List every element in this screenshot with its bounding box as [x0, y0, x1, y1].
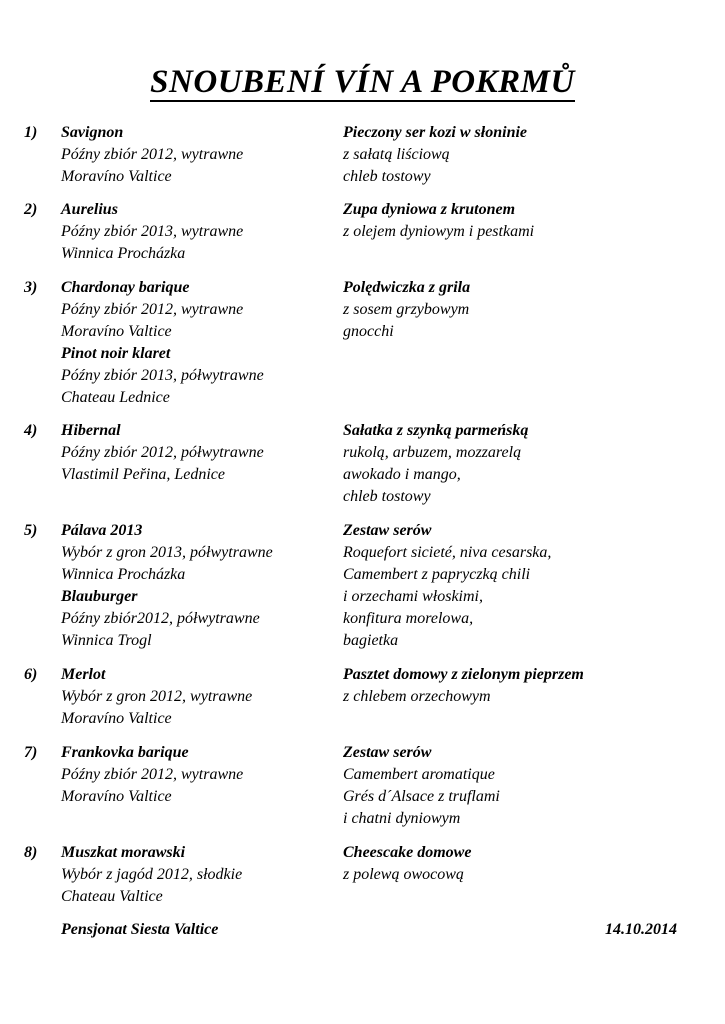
footer-date: 14.10.2014 [605, 921, 677, 938]
dish-detail: z polewą owocową [343, 866, 464, 883]
pairing-number: 3) [24, 279, 38, 296]
wine-detail: Moravíno Valtice [61, 710, 172, 727]
dish-detail: Roquefort sicieté, niva cesarska, [343, 544, 552, 561]
wine-detail: Późny zbiór 2013, półwytrawne [61, 367, 264, 384]
wine-detail: Późny zbiór 2012, wytrawne [61, 301, 244, 318]
wine-detail: Winnica Procházka [61, 245, 186, 262]
pairing-number: 5) [24, 522, 38, 539]
dish-name: Pasztet domowy z zielonym pieprzem [343, 666, 584, 683]
wine-column [61, 199, 331, 265]
dish-detail: konfitura morelowa, [343, 610, 474, 627]
pairing-number: 8) [24, 844, 38, 861]
wine-name: Frankovka barique [61, 744, 189, 761]
dish-detail: z chlebem orzechowym [343, 688, 491, 705]
wine-detail: Późny zbiór2012, półwytrawne [61, 610, 260, 627]
dish-column [343, 122, 703, 188]
wine-name: Chardonay barique [61, 279, 190, 296]
wine-column [61, 664, 331, 730]
wine-name: Aurelius [61, 201, 118, 218]
wine-detail: Moravíno Valtice [61, 323, 172, 340]
wine-column [61, 520, 331, 652]
wine-name: Hibernal [61, 422, 121, 439]
wine-detail: Wybór z gron 2013, półwytrawne [61, 544, 273, 561]
wine-detail: Winnica Procházka [61, 566, 186, 583]
dish-detail: Camembert z papryczką chili [343, 566, 531, 583]
pairing-number: 7) [24, 744, 38, 761]
dish-detail: z sałatą liściową [343, 146, 450, 163]
wine-detail: Późny zbiór 2012, półwytrawne [61, 444, 264, 461]
wine-name: Muszkat morawski [61, 844, 186, 861]
dish-name: Zestaw serów [343, 522, 432, 539]
dish-detail: bagietka [343, 632, 399, 649]
dish-column [343, 842, 703, 886]
dish-detail: gnocchi [343, 323, 394, 340]
dish-column [343, 277, 703, 343]
dish-name: Cheescake domowe [343, 844, 472, 861]
pairing-number: 4) [24, 422, 38, 439]
pairing-number: 1) [24, 124, 38, 141]
dish-detail: awokado i mango, [343, 466, 461, 483]
wine-detail: Późny zbiór 2012, wytrawne [61, 766, 244, 783]
pairing-number: 6) [24, 666, 38, 683]
dish-column [343, 742, 703, 830]
dish-detail: rukolą, arbuzem, mozzarelą [343, 444, 522, 461]
dish-column [343, 520, 703, 652]
pairing-number: 2) [24, 201, 38, 218]
dish-detail: z sosem grzybowym [343, 301, 470, 318]
dish-detail: chleb tostowy [343, 168, 431, 185]
wine-detail: Winnica Trogl [61, 632, 152, 649]
wine-detail: Moravíno Valtice [61, 168, 172, 185]
dish-name: Pieczony ser kozi w słoninie [343, 124, 528, 141]
dish-name: Sałatka z szynką parmeńską [343, 422, 529, 439]
dish-detail: i chatni dyniowym [343, 810, 461, 827]
wine-detail: Chateau Lednice [61, 389, 170, 406]
dish-column [343, 199, 703, 243]
dish-detail: Grés d´Alsace z truflami [343, 788, 500, 805]
dish-name: Zestaw serów [343, 744, 432, 761]
wine-column [61, 277, 331, 409]
dish-detail: chleb tostowy [343, 488, 431, 505]
wine-name: Savignon [61, 124, 124, 141]
dish-name: Zupa dyniowa z krutonem [343, 201, 516, 218]
wine-detail: Moravíno Valtice [61, 788, 172, 805]
wine-name: Blauburger [61, 588, 138, 605]
wine-name: Merlot [61, 666, 106, 683]
wine-detail: Wybór z gron 2012, wytrawne [61, 688, 253, 705]
wine-detail: Chateau Valtice [61, 888, 163, 905]
wine-name: Pinot noir klaret [61, 345, 171, 362]
dish-column [343, 664, 703, 708]
wine-column [61, 420, 331, 486]
dish-detail: Camembert aromatique [343, 766, 495, 783]
wine-detail: Późny zbiór 2013, wytrawne [61, 223, 244, 240]
dish-detail: z olejem dyniowym i pestkami [343, 223, 535, 240]
page-title: SNOUBENÍ VÍN A POKRMŮ [150, 64, 575, 100]
wine-column [61, 742, 331, 808]
wine-detail: Wybór z jagód 2012, słodkie [61, 866, 243, 883]
dish-detail: i orzechami włoskimi, [343, 588, 483, 605]
wine-detail: Vlastimil Peřina, Lednice [61, 466, 225, 483]
dish-column [343, 420, 703, 508]
footer-venue: Pensjonat Siesta Valtice [61, 921, 219, 938]
dish-name: Polędwiczka z grila [343, 279, 471, 296]
wine-name: Pálava 2013 [61, 522, 143, 539]
wine-column [61, 842, 331, 908]
wine-column [61, 122, 331, 188]
wine-detail: Późny zbiór 2012, wytrawne [61, 146, 244, 163]
